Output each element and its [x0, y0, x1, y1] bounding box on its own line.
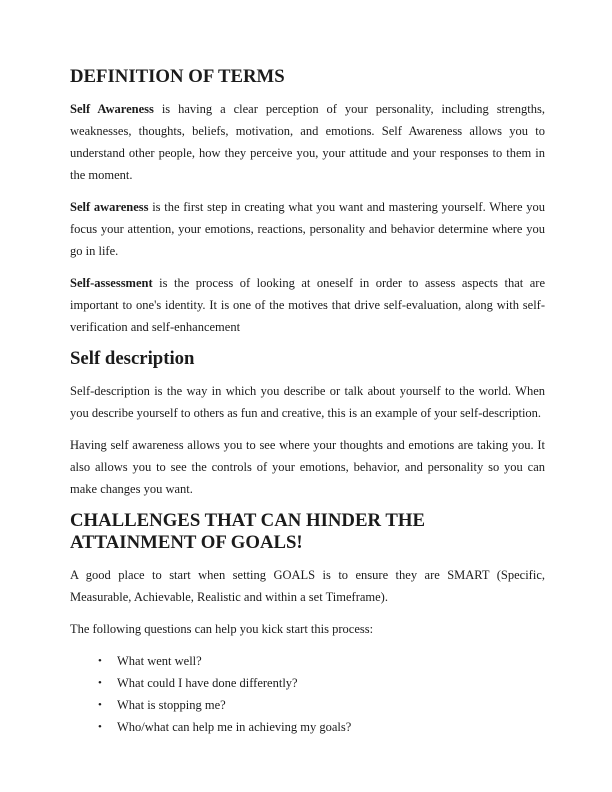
heading-self-description: Self description — [70, 348, 195, 369]
bullet-item-text: What could I have done differently? — [117, 676, 298, 690]
paragraph-self-awareness-first-step — [70, 196, 545, 262]
bullet-item-text: Who/what can help me in achieving my goals? — [117, 720, 352, 734]
term-self-awareness: Self Awareness — [70, 102, 154, 116]
bullet-item — [98, 716, 545, 738]
paragraph-smart-goals: A good place to start when setting GOALS is to ensure they are SMART (Specific, Measurable, Achievable, Realistic and within a set Timeframe). — [70, 568, 545, 604]
bullet-item — [98, 672, 545, 694]
term-self-awareness-lowercase: Self awareness — [70, 200, 149, 214]
term-self-assessment: Self-assessment — [70, 276, 153, 290]
heading-challenges: CHALLENGES THAT CAN HINDER THE ATTAINMENT OF GOALS! — [70, 510, 425, 553]
bullet-dot-icon: • — [98, 699, 102, 711]
bullet-dot-icon: • — [98, 655, 102, 667]
heading-definition-of-terms: DEFINITION OF TERMS — [70, 66, 285, 87]
bullet-dot-icon: • — [98, 721, 102, 733]
questions-bullet-list — [70, 650, 545, 738]
paragraph-text: is the process of looking at oneself in order to assess aspects that are important to one's identity. It is one of the motives that drive self-evaluation, along with self-verification and self-enhancement — [70, 276, 545, 334]
paragraph-having-self-awareness: Having self awareness allows you to see where your thoughts and emotions are taking you. It also allows you to see the controls of your emotions, behavior, and personality so you can make changes you want. — [70, 438, 545, 496]
paragraph-self-description: Self-description is the way in which you describe or talk about yourself to the world. When you describe yourself to others as fun and creative, this is an example of your self-description. — [70, 384, 545, 420]
paragraph-self-awareness-definition — [70, 98, 545, 186]
bullet-item-text: What is stopping me? — [117, 698, 226, 712]
paragraph-self-assessment — [70, 272, 545, 338]
paragraph-kick-start-intro: The following questions can help you kick start this process: — [70, 622, 374, 636]
bullet-item — [98, 650, 545, 672]
paragraph-text: is the first step in creating what you want and mastering yourself. Where you focus your attention, your emotions, reactions, personality and behavior determine where you go in life. — [70, 200, 545, 258]
bullet-item-text: What went well? — [117, 654, 202, 668]
bullet-dot-icon: • — [98, 677, 102, 689]
bullet-item — [98, 694, 545, 716]
paragraph-text: is having a clear perception of your personality, including strengths, weaknesses, thoughts, beliefs, motivation, and emotions. Self Awareness allows you to understand other people, how they perceive you, your attitude and your responses to them in the moment. — [70, 102, 545, 182]
